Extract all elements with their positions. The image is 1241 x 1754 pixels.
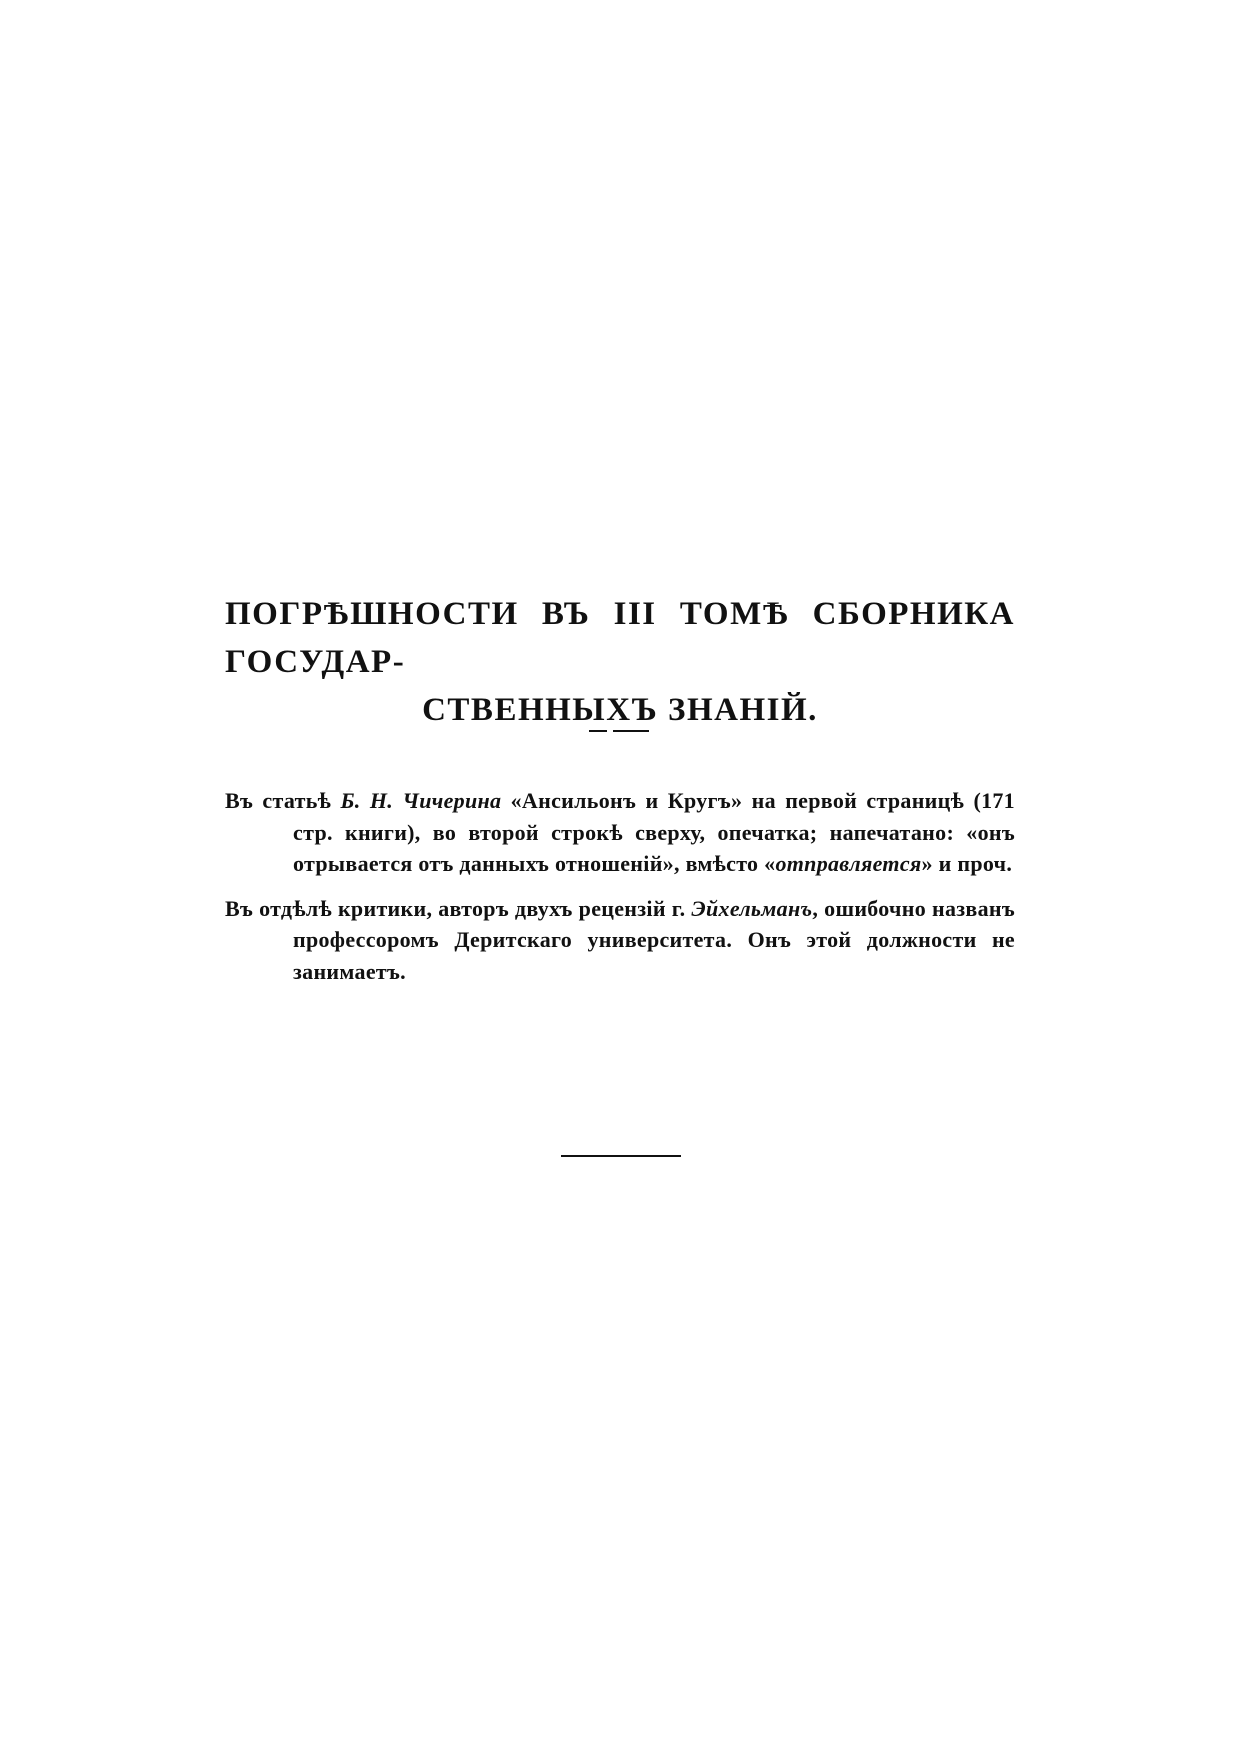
closing-rule <box>561 1155 681 1157</box>
reviewer-name: Эйхельманъ <box>691 895 813 921</box>
errata-paragraph-2: Въ отдѣлѣ критики, авторъ двухъ рецензій г. Эйхельманъ, ошибочно названъ профессоромъ Деритскаго университета. Онъ этой должности не занимаетъ. <box>225 895 1015 984</box>
author-name: Б. Н. Чичерина <box>340 788 502 813</box>
correction-word: отправляется <box>775 851 922 876</box>
errata-paragraph-1: Въ статьѣ Б. Н. Чичерина «Ансильонъ и Кругъ» на первой страницѣ (171 стр. книги), во второй строкѣ сверху, опечатка; напечатано: «онъ отрывается отъ данныхъ отношеній», вмѣсто «отправляется» и проч. <box>225 788 1015 876</box>
title-line-1: ПОГРѢШНОСТИ ВЪ III ТОМѢ СБОРНИКА ГОСУДАР- <box>225 596 1015 680</box>
title-line-2: СТВЕННЫХЪ ЗНАНІЙ. <box>422 692 818 728</box>
title-divider <box>589 730 649 732</box>
errata-body <box>225 785 1015 1000</box>
page-title <box>225 590 1015 734</box>
